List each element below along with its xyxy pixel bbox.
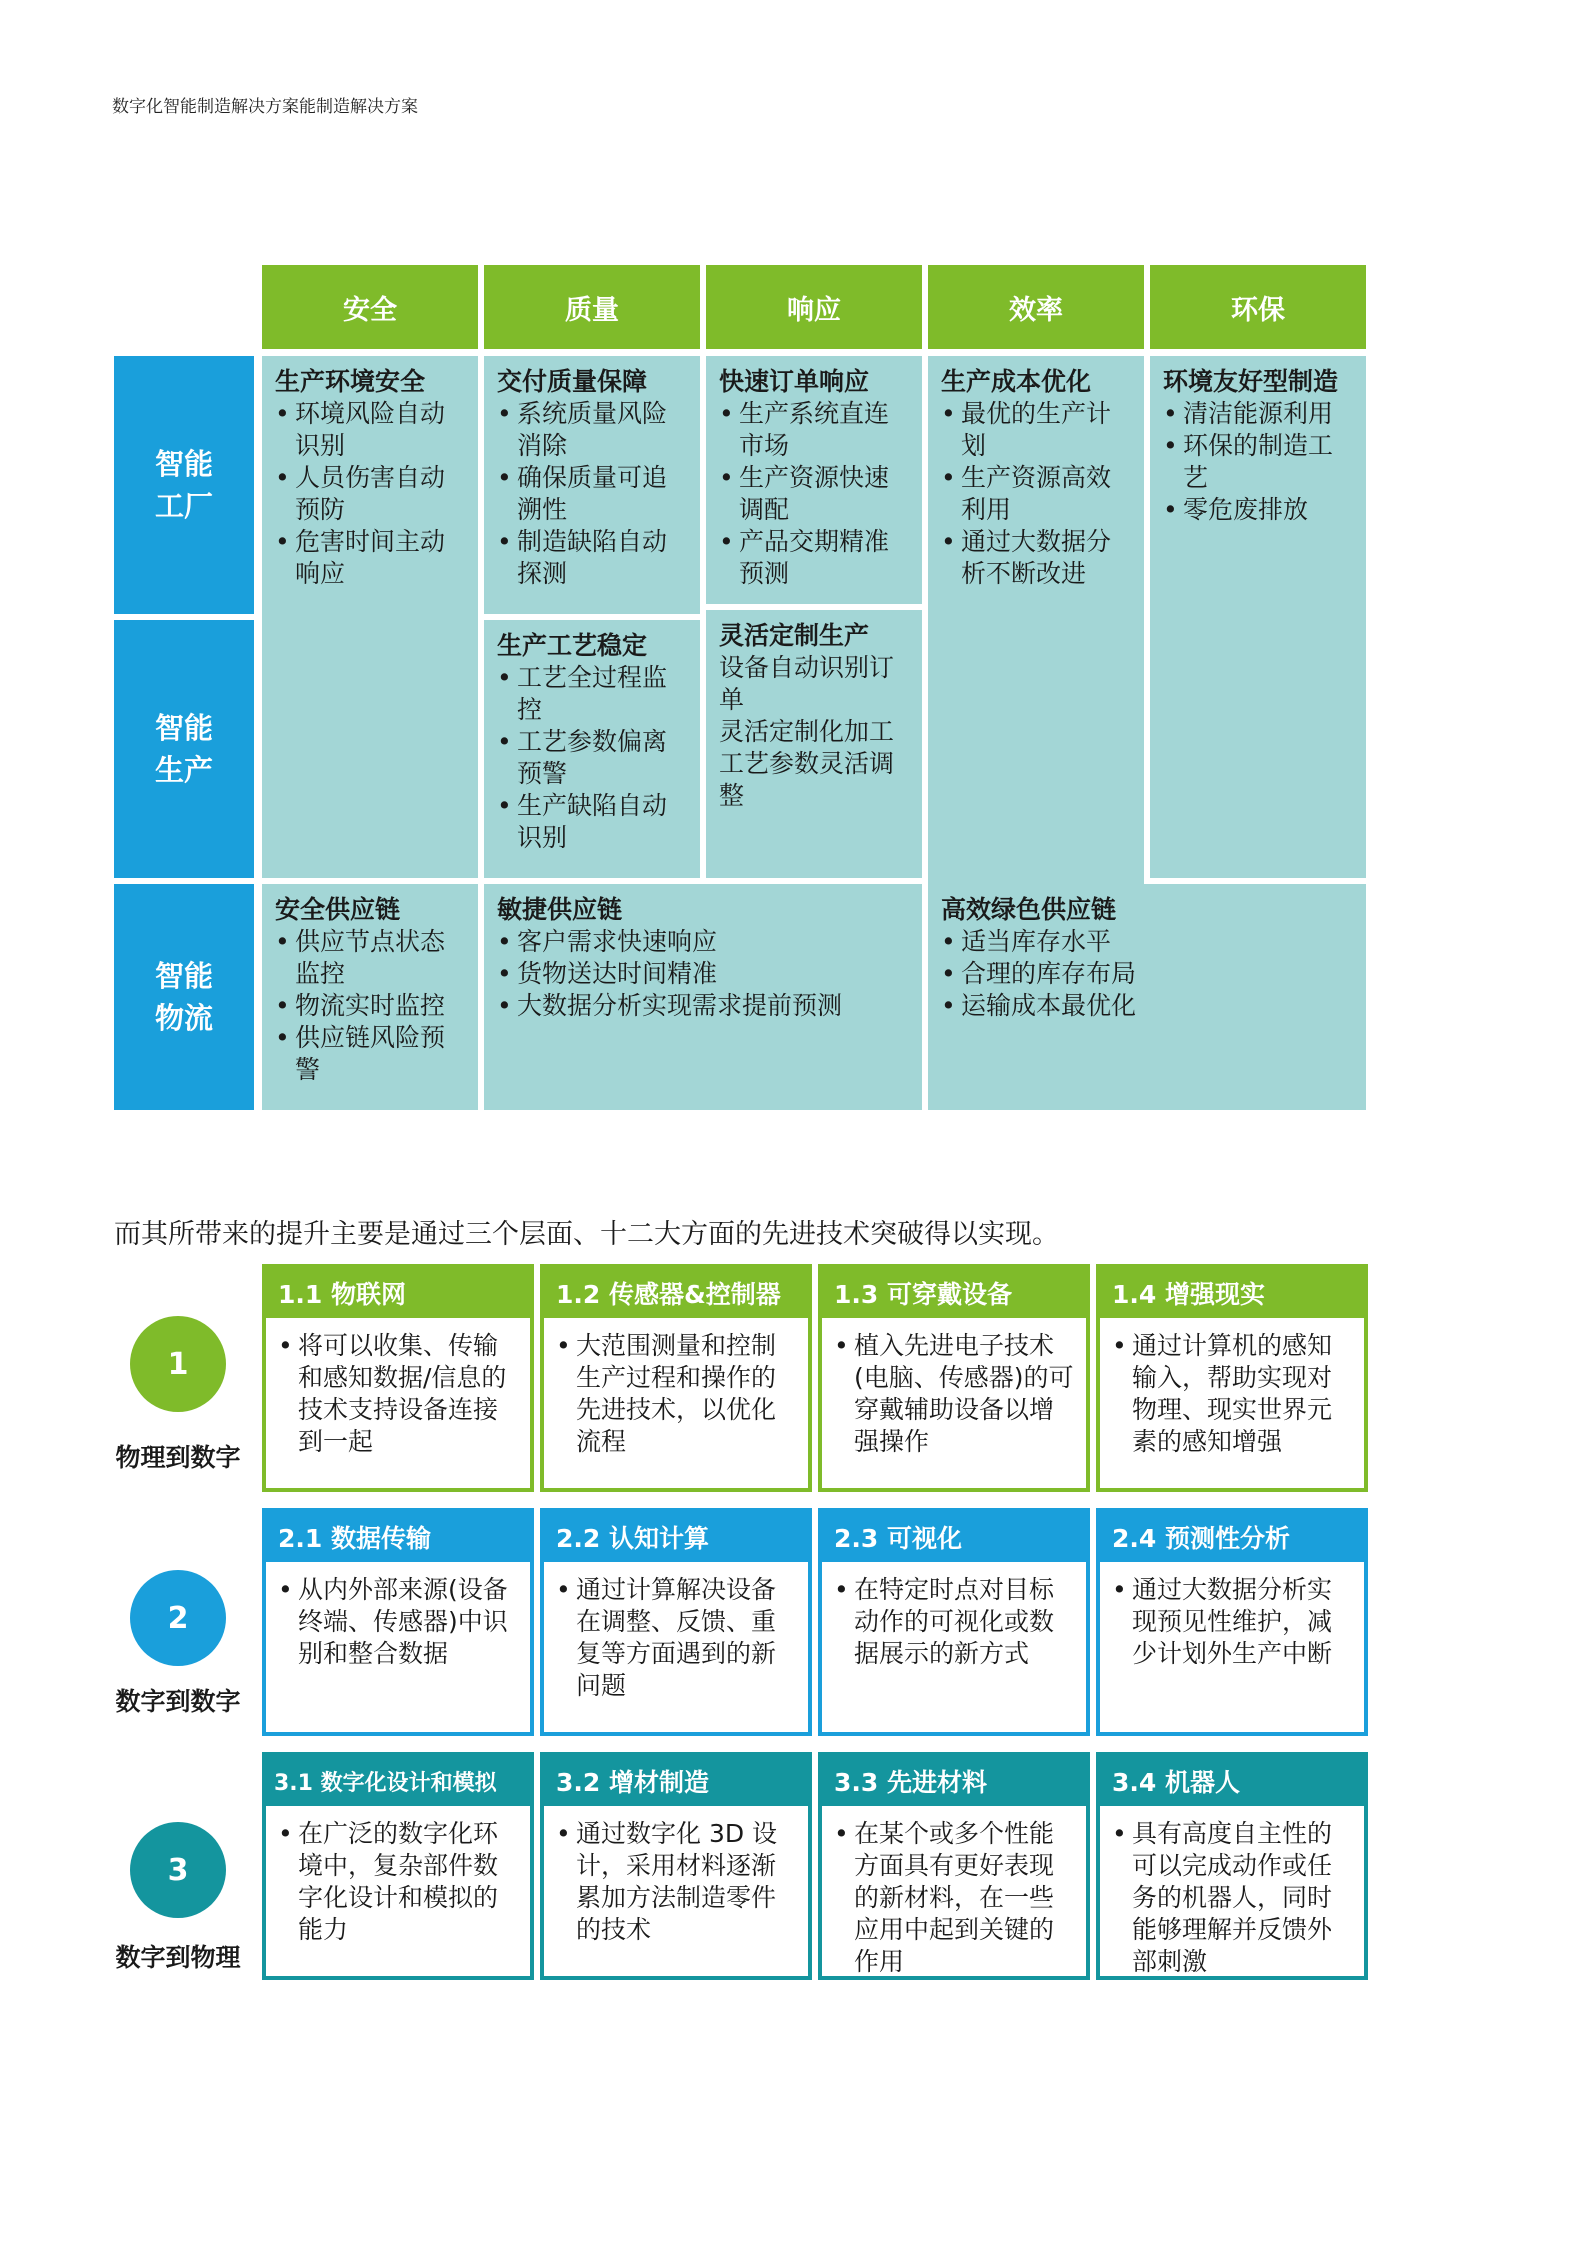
card-title: 1.3 可穿戴设备 <box>822 1268 1086 1318</box>
tech-card-data-transfer <box>262 1508 534 1736</box>
column-header-environment: 环保 <box>1150 265 1366 349</box>
card-text: • 通过计算机的感知输入，帮助实现对物理、现实世界元素的感知增强 <box>1112 1330 1354 1458</box>
card-text: • 通过计算解决设备在调整、反馈、重复等方面遇到的新问题 <box>556 1574 798 1702</box>
card-text: • 在某个或多个性能方面具有更好表现的新材料，在一些应用中起到关键的作用 <box>834 1818 1076 1978</box>
tech-card-digital-design <box>262 1752 534 1980</box>
cell-production-environment-safety: 生产环境安全 • 环境风险自动识别 • 人员伤害自动预防 • 危害时间主动响应 <box>262 356 478 878</box>
level-2-label: 数字到数字 <box>115 1687 241 1716</box>
card-title: 1.1 物联网 <box>266 1268 530 1318</box>
card-text: • 在广泛的数字化环境中，复杂部件数字化设计和模拟的能力 <box>278 1818 520 1946</box>
card-title: 2.4 预测性分析 <box>1100 1512 1364 1562</box>
card-text: • 大范围测量和控制生产过程和操作的先进技术，以优化流程 <box>556 1330 798 1458</box>
column-header-efficiency: 效率 <box>928 265 1144 349</box>
page-header: 数字化智能制造解决方案能制造解决方案 <box>112 97 418 117</box>
card-title: 1.4 增强现实 <box>1100 1268 1364 1318</box>
cell-safe-supply-chain: 安全供应链 • 供应节点状态监控 • 物流实时监控 • 供应链风险预警 <box>262 884 478 1110</box>
level-3-badge: 3 <box>130 1822 226 1918</box>
card-title: 2.3 可视化 <box>822 1512 1086 1562</box>
row-header-smart-factory: 智能 工厂 <box>114 356 254 614</box>
card-text: • 植入先进电子技术(电脑、传感器)的可穿戴辅助设备以增强操作 <box>834 1330 1076 1458</box>
card-title: 1.2 传感器&控制器 <box>544 1268 808 1318</box>
level-2-badge: 2 <box>130 1570 226 1666</box>
card-text: • 从内外部来源(设备终端、传感器)中识别和整合数据 <box>278 1574 520 1670</box>
cell-fast-order-response: 快速订单响应 • 生产系统直连市场 • 生产资源快速调配 • 产品交期精准预测 <box>706 356 922 604</box>
card-text: • 通过数字化 3D 设计，采用材料逐渐累加方法制造零件的技术 <box>556 1818 798 1946</box>
level-1-badge: 1 <box>130 1316 226 1412</box>
tech-card-advanced-materials <box>818 1752 1090 1980</box>
cell-agile-supply-chain: 敏捷供应链 • 客户需求快速响应 • 货物送达时间精准 • 大数据分析实现需求提前预测 <box>484 884 922 1110</box>
card-title: 2.2 认知计算 <box>544 1512 808 1562</box>
card-title: 2.1 数据传输 <box>266 1512 530 1562</box>
card-title: 3.3 先进材料 <box>822 1756 1086 1806</box>
card-text: • 具有高度自主性的可以完成动作或任务的机器人，同时能够理解并反馈外部刺激 <box>1112 1818 1354 1978</box>
tech-card-predictive-analytics <box>1096 1508 1368 1736</box>
intro-paragraph: 而其所带来的提升主要是通过三个层面、十二大方面的先进技术突破得以实现。 <box>114 1219 1059 1250</box>
card-title: 3.1 数字化设计和模拟 <box>266 1756 530 1806</box>
tech-card-wearables <box>818 1264 1090 1492</box>
row-header-smart-production: 智能 生产 <box>114 620 254 878</box>
cell-production-cost-optimization: 生产成本优化 • 最优的生产计划 • 生产资源高效利用 • 通过大数据分析不断改进 <box>928 356 1144 1110</box>
cell-delivery-quality: 交付质量保障 • 系统质量风险消除 • 确保质量可追溯性 • 制造缺陷自动探测 <box>484 356 700 614</box>
level-3-label: 数字到物理 <box>115 1943 241 1972</box>
card-text: • 在特定时点对目标动作的可视化或数据展示的新方式 <box>834 1574 1076 1670</box>
column-header-safety: 安全 <box>262 265 478 349</box>
row-header-smart-logistics: 智能 物流 <box>114 884 254 1110</box>
tech-card-visualization <box>818 1508 1090 1736</box>
level-1-label: 物理到数字 <box>115 1443 241 1472</box>
tech-card-additive-manufacturing <box>540 1752 812 1980</box>
card-text: • 通过大数据分析实现预见性维护，减少计划外生产中断 <box>1112 1574 1354 1670</box>
card-title: 3.4 机器人 <box>1100 1756 1364 1806</box>
column-header-quality: 质量 <box>484 265 700 349</box>
card-title: 3.2 增材制造 <box>544 1756 808 1806</box>
tech-card-iot <box>262 1264 534 1492</box>
cell-green-supply-chain: 高效绿色供应链 • 适当库存水平 • 合理的库存布局 • 运输成本最优化 <box>928 884 1366 1110</box>
tech-card-robotics <box>1096 1752 1368 1980</box>
tech-card-cognitive-computing <box>540 1508 812 1736</box>
column-header-response: 响应 <box>706 265 922 349</box>
tech-card-sensors-controllers <box>540 1264 812 1492</box>
card-text: • 将可以收集、传输和感知数据/信息的技术支持设备连接到一起 <box>278 1330 520 1458</box>
cell-eco-friendly-manufacturing: 环境友好型制造 • 清洁能源利用 • 环保的制造工艺 • 零危废排放 <box>1150 356 1366 878</box>
cell-flexible-custom-production: 灵活定制生产 设备自动识别订单 灵活定制化加工 工艺参数灵活调整 <box>706 610 922 878</box>
cell-process-stability: 生产工艺稳定 • 工艺全过程监控 • 工艺参数偏离预警 • 生产缺陷自动识别 <box>484 620 700 878</box>
tech-card-augmented-reality <box>1096 1264 1368 1492</box>
